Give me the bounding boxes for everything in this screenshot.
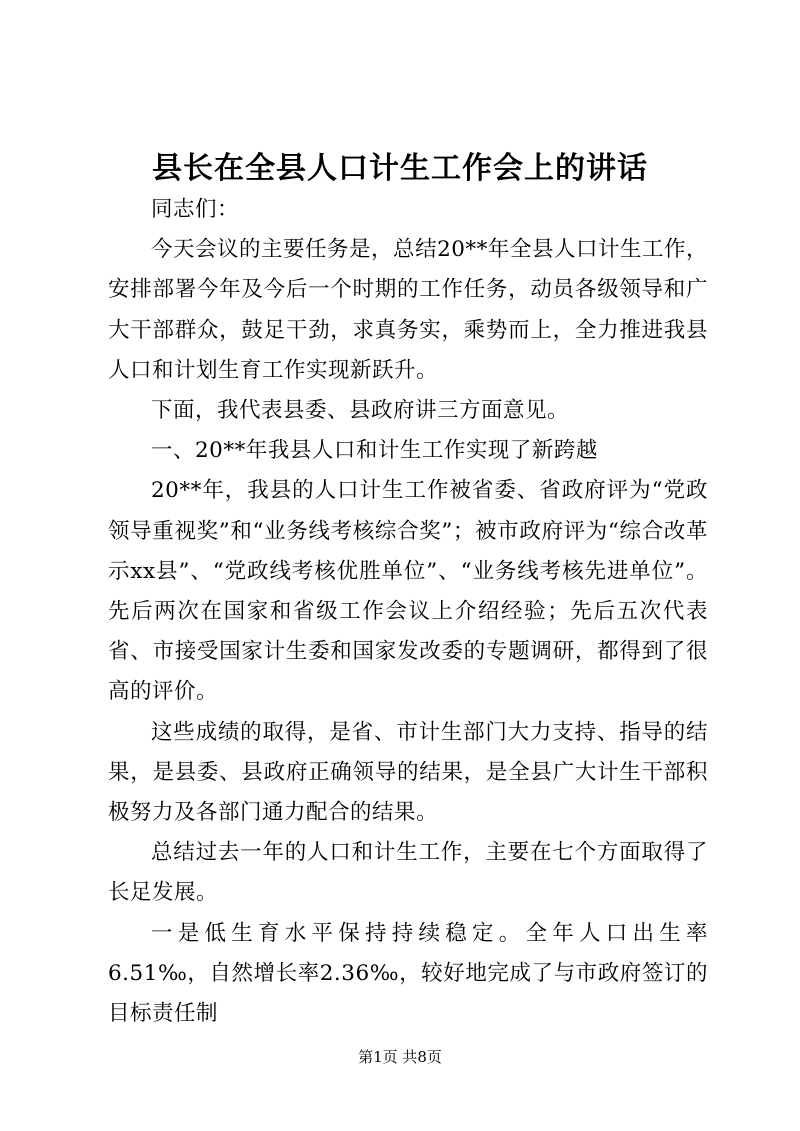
paragraph: 这些成绩的取得，是省、市计生部门大力支持、指导的结果，是县委、县政府正确领导的结果，是全县广大计生干部积极努力及各部门通力配合的结果。 xyxy=(108,719,708,826)
paragraph-salutation: 同志们： xyxy=(151,197,240,222)
paragraph: 一是低生育水平保持持续稳定。全年人口出生率6.51‰，自然增长率2.36‰，较好地完成了与市政府签订的目标责任制 xyxy=(108,920,708,1027)
paragraph: 下面，我代表县委、县政府讲三方面意见。 xyxy=(151,398,570,424)
paragraph: 20**年，我县的人口计生工作被省委、省政府评为“党政领导重视奖”和“业务线考核综合奖”；被市政府评为“综合改革示xx县”、“党政线考核优胜单位”、“业务线考核先进单位”。先后两次在国家和省级工作会议上介绍经验；先后五次代表省、市接受国家计生委和国家发改委的专题调研，都得到了很高的评价。 xyxy=(108,478,708,705)
paragraph: 今天会议的主要任务是，总结20**年全县人口计生工作，安排部署今年及今后一个时期的工作任务，动员各级领导和广大干部群众，鼓足干劲，求真务实，乘势而上，全力推进我县人口和计划生育工作实现新跃升。 xyxy=(108,237,708,383)
document-body xyxy=(108,190,708,1034)
document-title: 县长在全县人口计生工作会上的讲话 xyxy=(152,151,648,186)
paragraph: 总结过去一年的人口和计生工作，主要在七个方面取得了长足发展。 xyxy=(108,840,708,906)
section-heading: 一、20**年我县人口和计生工作实现了新跨越 xyxy=(151,438,598,464)
page-number: 第1页 共8页 xyxy=(358,1048,442,1066)
